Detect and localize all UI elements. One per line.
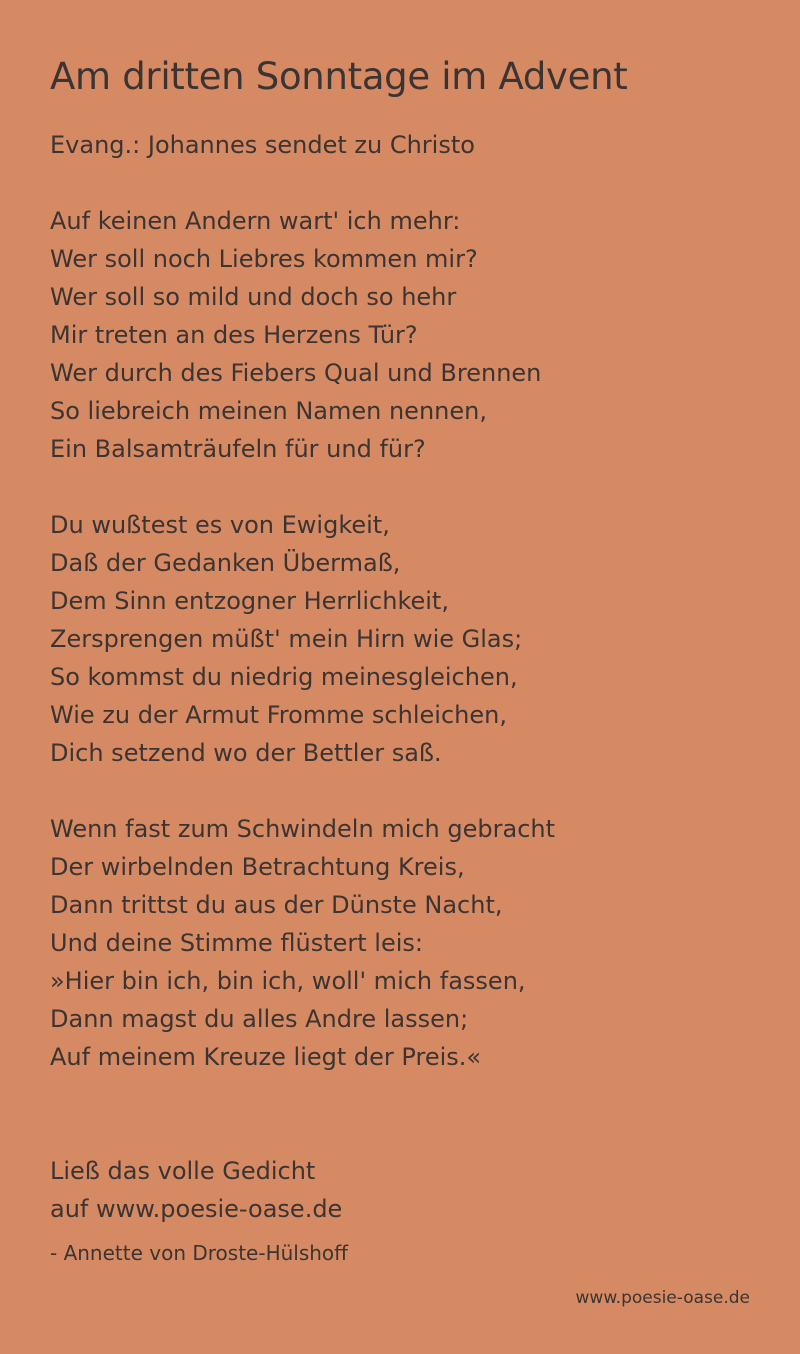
read-more-link[interactable]: auf www.poesie-oase.de [50,1195,343,1223]
verse-line: Daß der Gedanken Übermaß, [50,549,401,577]
stanza-2 [50,506,522,772]
verse-line: Auf keinen Andern wart' ich mehr: [50,207,461,235]
verse-line: Wer soll noch Liebres kommen mir? [50,245,478,273]
verse-line: Der wirbelnden Betrachtung Kreis, [50,853,465,881]
verse-line: Wie zu der Armut Fromme schleichen, [50,701,507,729]
verse-line: So liebreich meinen Namen nennen, [50,397,487,425]
poem-subtitle: Evang.: Johannes sendet zu Christo [50,131,475,159]
verse-line: Ein Balsamträufeln für und für? [50,435,426,463]
verse-line: Dann trittst du aus der Dünste Nacht, [50,891,503,919]
verse-line: »Hier bin ich, bin ich, woll' mich fassen, [50,967,526,995]
poem-title: Am dritten Sonntage im Advent [50,55,628,98]
site-watermark: www.poesie-oase.de [575,1288,750,1308]
verse-line: Zersprengen müßt' mein Hirn wie Glas; [50,625,523,653]
read-more-line: Ließ das volle Gedicht [50,1157,316,1185]
verse-line: Auf meinem Kreuze liegt der Preis.« [50,1043,482,1071]
verse-line: Dem Sinn entzogner Herrlichkeit, [50,587,449,615]
verse-line: Mir treten an des Herzens Tür? [50,321,418,349]
read-more-note [50,1152,342,1228]
verse-line: Wer durch des Fiebers Qual und Brennen [50,359,542,387]
verse-line: So kommst du niedrig meinesgleichen, [50,663,518,691]
verse-line: Dann magst du alles Andre lassen; [50,1005,469,1033]
verse-line: Wer soll so mild und doch so hehr [50,283,457,311]
stanza-1 [50,202,541,468]
stanza-3 [50,810,555,1076]
verse-line: Dich setzend wo der Bettler saß. [50,739,442,767]
poem-author: - Annette von Droste-Hülshoff [50,1241,348,1265]
verse-line: Und deine Stimme flüstert leis: [50,929,423,957]
verse-line: Du wußtest es von Ewigkeit, [50,511,390,539]
verse-line: Wenn fast zum Schwindeln mich gebracht [50,815,556,843]
